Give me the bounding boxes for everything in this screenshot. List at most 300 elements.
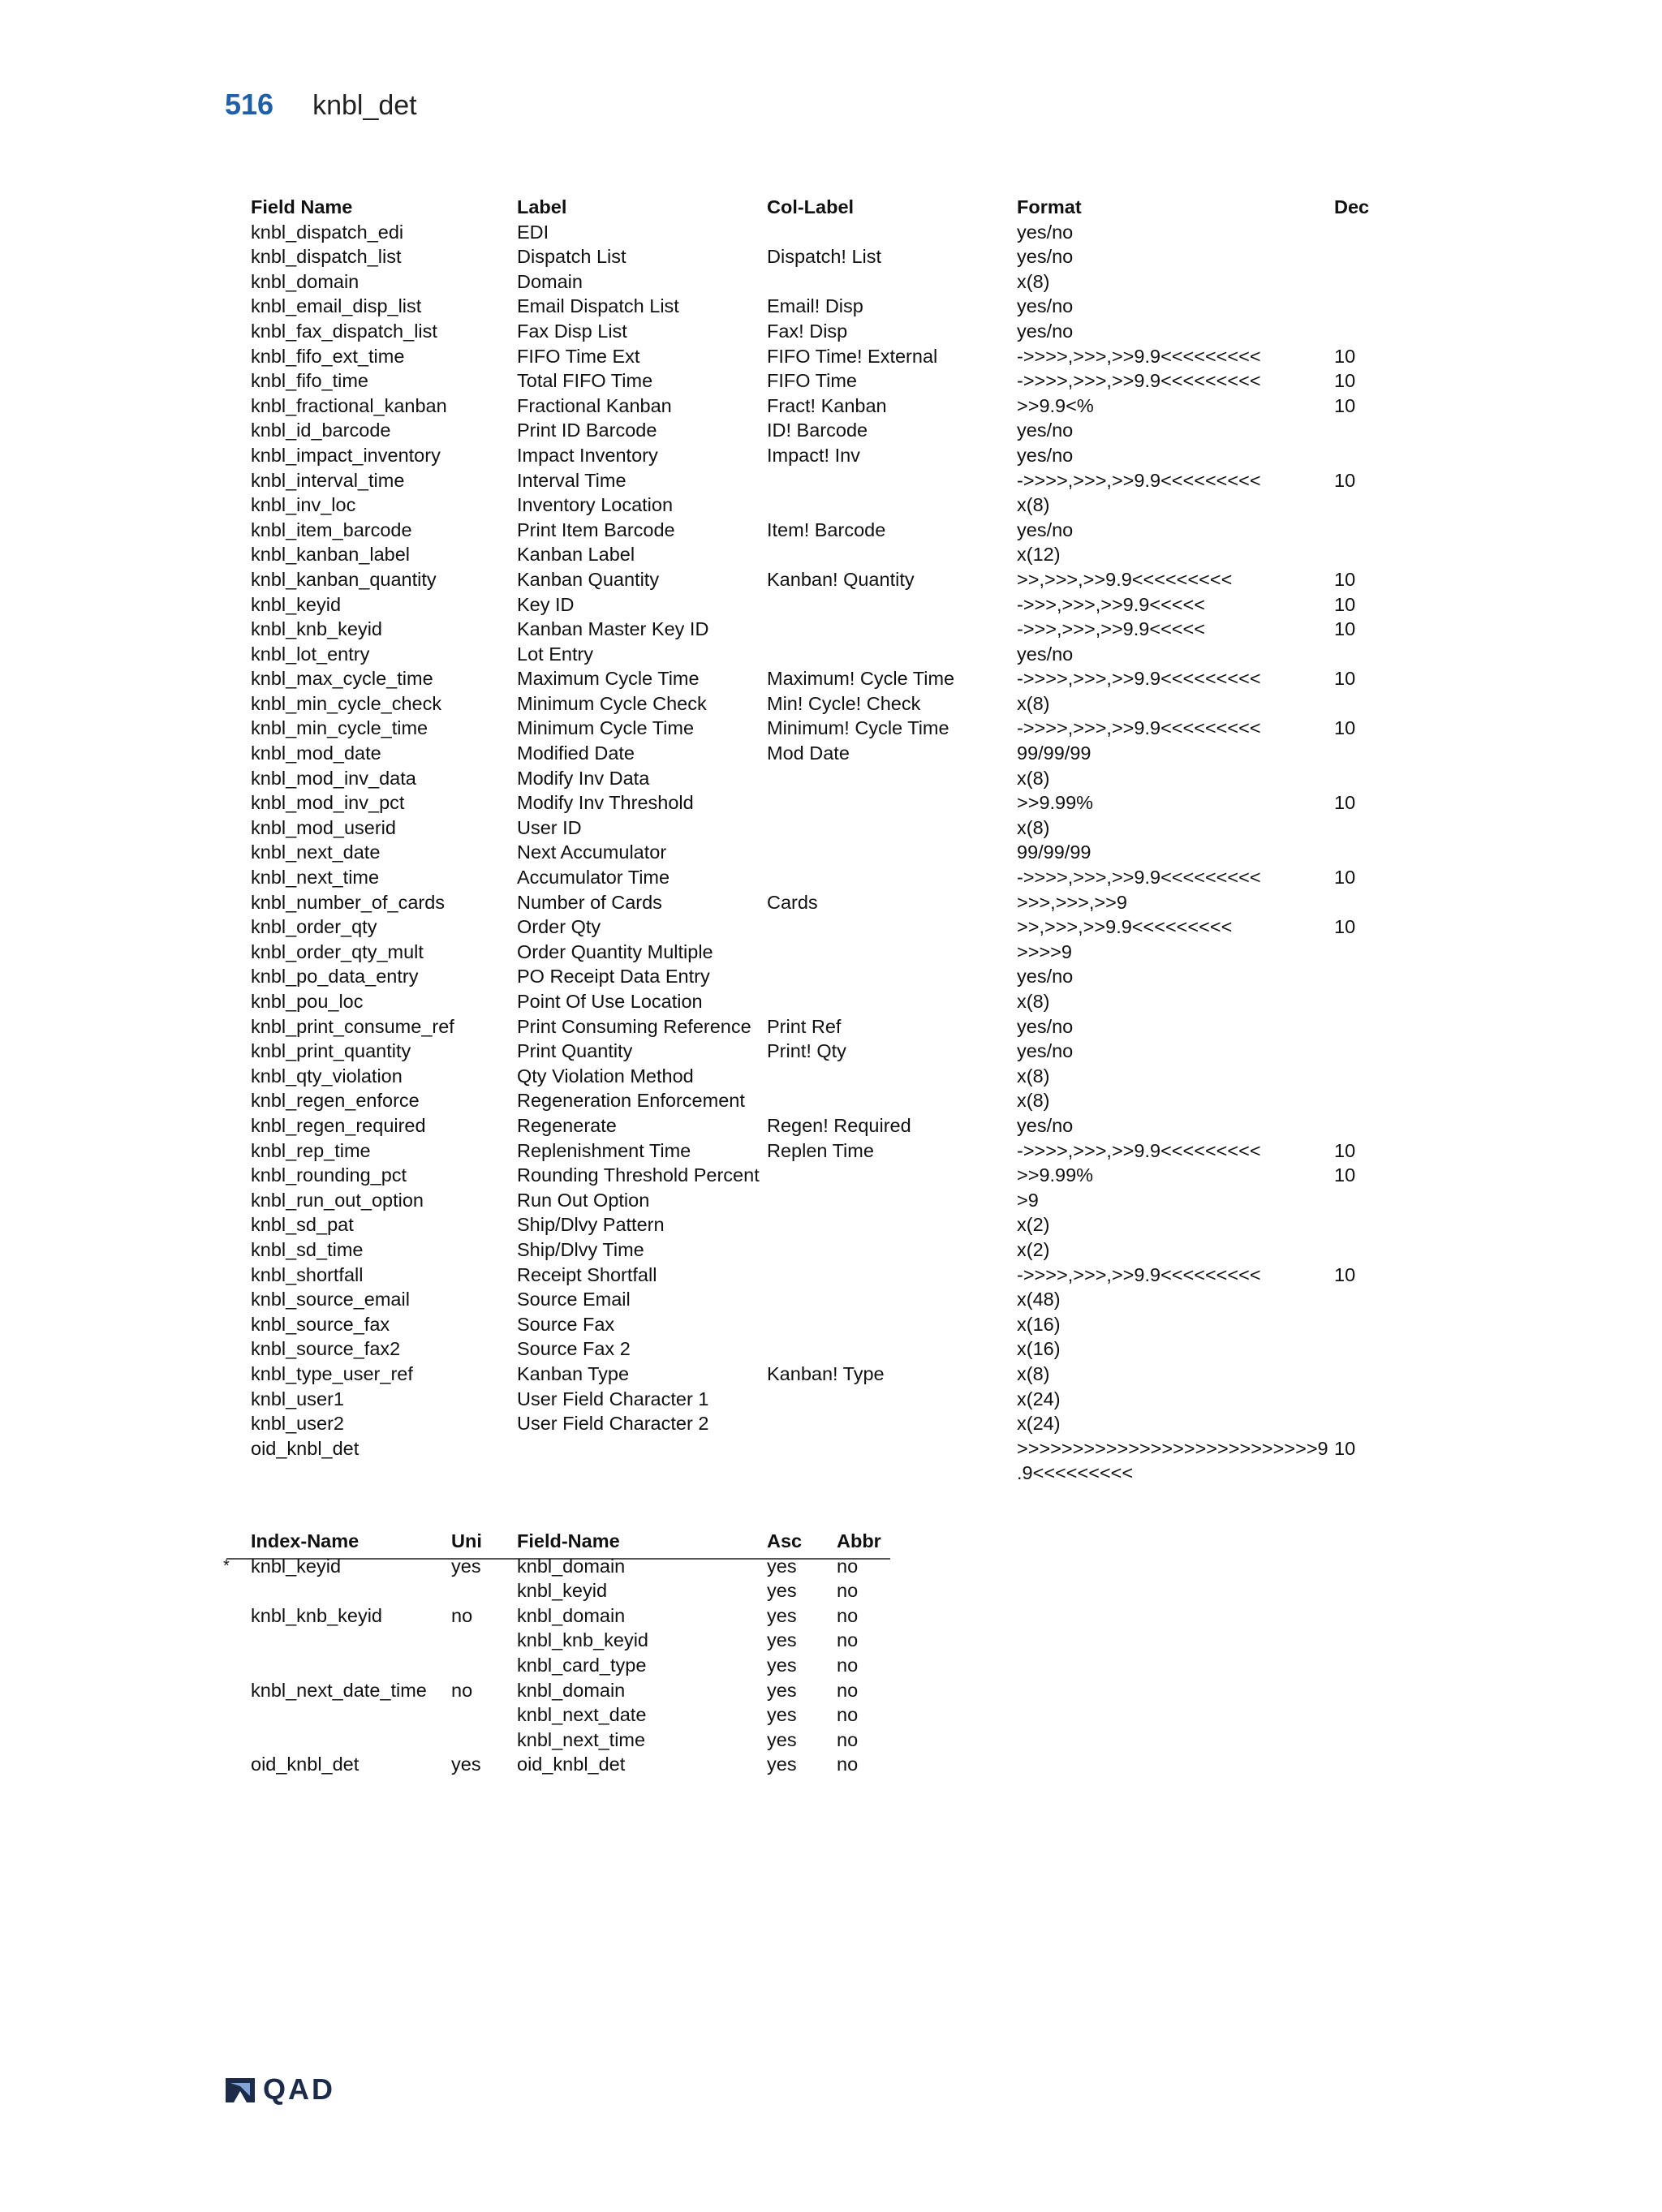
field-name-cell: knbl_source_fax xyxy=(251,1313,390,1335)
field-row xyxy=(251,1163,1383,1188)
format-cell: >9 xyxy=(1017,1189,1039,1211)
field-row xyxy=(251,468,1383,493)
col-label-cell: Regen! Required xyxy=(767,1114,911,1136)
col-label-cell xyxy=(767,1387,1017,1412)
abbr-cell: no xyxy=(837,1604,859,1626)
format-cell: ->>>>,>>>,>>9.9<<<<<<<<< xyxy=(1017,345,1261,367)
index-row xyxy=(251,1752,890,1777)
field-row xyxy=(251,542,1383,567)
dec-cell: 10 xyxy=(1334,1263,1356,1285)
format-cell: >>9.99% xyxy=(1017,1164,1094,1186)
field-name-cell: knbl_sd_pat xyxy=(251,1214,354,1236)
label-cell: Accumulator Time xyxy=(517,867,670,889)
label-cell: Print Item Barcode xyxy=(517,519,675,540)
index-name-text: knbl_keyid xyxy=(251,1555,342,1577)
label-cell: User ID xyxy=(517,816,582,838)
field-row xyxy=(251,914,1383,940)
field-name-cell: knbl_run_out_option xyxy=(251,1189,424,1211)
col-label-cell xyxy=(767,1163,1017,1188)
field-row-continuation xyxy=(251,1461,1383,1486)
field-row xyxy=(251,1138,1383,1164)
field-name-cell: knbl_max_cycle_time xyxy=(251,668,433,690)
index-row xyxy=(251,1728,890,1753)
dec-cell: 10 xyxy=(1334,345,1356,367)
label-cell: Kanban Master Key ID xyxy=(517,618,709,640)
uni-cell xyxy=(451,1628,517,1653)
field-name-cell: knbl_mod_userid xyxy=(251,816,396,838)
format-cell: yes/no xyxy=(1017,1040,1074,1062)
col-label-cell xyxy=(767,840,1017,865)
label-cell: Receipt Shortfall xyxy=(517,1263,657,1285)
index-field-name-cell: oid_knbl_det xyxy=(517,1754,626,1775)
field-row xyxy=(251,1362,1383,1387)
label-cell: Kanban Type xyxy=(517,1362,630,1384)
col-label-cell xyxy=(767,592,1017,618)
field-row xyxy=(251,1387,1383,1412)
dec-cell xyxy=(1334,1411,1383,1436)
format-cell: >>,>>>,>>9.9<<<<<<<<< xyxy=(1017,568,1233,590)
format-cell: x(2) xyxy=(1017,1238,1050,1260)
col-label-cell: Mod Date xyxy=(767,742,850,764)
label-cell: Print Quantity xyxy=(517,1040,633,1062)
col-label-cell xyxy=(767,1088,1017,1113)
label-cell: FIFO Time Ext xyxy=(517,345,640,367)
index-name-cell xyxy=(251,1702,451,1728)
label-cell: Ship/Dlvy Pattern xyxy=(517,1214,665,1236)
label-cell: Fractional Kanban xyxy=(517,394,672,416)
field-row xyxy=(251,741,1383,766)
field-row xyxy=(251,269,1383,295)
asc-cell: yes xyxy=(767,1679,797,1701)
col-label-cell xyxy=(767,468,1017,493)
label-cell: Minimum Cycle Check xyxy=(517,692,707,714)
field-name-cell: knbl_keyid xyxy=(251,593,342,615)
label-cell: Source Fax xyxy=(517,1313,615,1335)
field-row xyxy=(251,1113,1383,1138)
field-row xyxy=(251,1287,1383,1312)
col-label-cell: Min! Cycle! Check xyxy=(767,692,921,714)
label-cell xyxy=(517,1436,767,1461)
label-cell: User Field Character 2 xyxy=(517,1413,709,1435)
index-row xyxy=(251,1554,890,1579)
format-cell: ->>>>,>>>,>>9.9<<<<<<<<< xyxy=(1017,1263,1261,1285)
field-name-cell: knbl_item_barcode xyxy=(251,519,412,540)
col-label-cell xyxy=(767,642,1017,667)
format-cell: >>>>>>>>>>>>>>>>>>>>>>>>>>>9 xyxy=(1017,1437,1328,1459)
format-cell: yes/no xyxy=(1017,1114,1074,1136)
field-name-cell: knbl_rounding_pct xyxy=(251,1164,407,1186)
dec-cell xyxy=(1334,642,1383,667)
format-cell: yes/no xyxy=(1017,444,1074,466)
field-name-cell: knbl_type_user_ref xyxy=(251,1362,413,1384)
field-row xyxy=(251,1188,1383,1213)
label-cell: Key ID xyxy=(517,593,575,615)
index-table xyxy=(223,1529,890,1777)
column-header-asc: Asc xyxy=(767,1530,803,1551)
col-label-cell: Kanban! Quantity xyxy=(767,568,915,590)
field-name-cell: knbl_order_qty xyxy=(251,916,377,938)
label-cell: Point Of Use Location xyxy=(517,991,703,1012)
col-label-cell xyxy=(767,1336,1017,1362)
format-cell: ->>>,>>>,>>9.9<<<<< xyxy=(1017,593,1205,615)
label-cell: Run Out Option xyxy=(517,1189,650,1211)
label-cell: Email Dispatch List xyxy=(517,295,679,317)
format-cell: yes/no xyxy=(1017,420,1074,441)
dec-cell xyxy=(1334,269,1383,295)
format-cell: x(8) xyxy=(1017,816,1050,838)
col-label-cell xyxy=(767,1212,1017,1237)
field-name-cell: knbl_shortfall xyxy=(251,1263,364,1285)
label-cell: Order Quantity Multiple xyxy=(517,940,713,962)
label-cell: Qty Violation Method xyxy=(517,1065,694,1087)
index-name-cell xyxy=(251,1653,451,1678)
empty-cell xyxy=(517,1461,767,1486)
label-cell: Domain xyxy=(517,270,583,292)
col-label-cell xyxy=(767,914,1017,940)
format-cell: 99/99/99 xyxy=(1017,742,1091,764)
uni-cell xyxy=(451,1702,517,1728)
format-cell: x(48) xyxy=(1017,1289,1061,1310)
uni-cell xyxy=(451,1728,517,1753)
col-label-cell: FIFO Time xyxy=(767,370,857,392)
dec-cell xyxy=(1334,890,1383,915)
field-name-cell: knbl_fractional_kanban xyxy=(251,394,447,416)
format-cell: ->>>>,>>>,>>9.9<<<<<<<<< xyxy=(1017,867,1261,889)
dec-cell: 10 xyxy=(1334,1139,1356,1161)
index-row xyxy=(251,1653,890,1678)
format-cell: >>>>9 xyxy=(1017,940,1072,962)
label-cell: Dispatch List xyxy=(517,246,626,268)
col-label-cell: Impact! Inv xyxy=(767,444,860,466)
dec-cell xyxy=(1334,741,1383,766)
format-cell: >>,>>>,>>9.9<<<<<<<<< xyxy=(1017,916,1233,938)
page-number: 516 xyxy=(225,88,274,121)
index-field-name-cell: knbl_keyid xyxy=(517,1580,608,1602)
column-header-label: Label xyxy=(517,196,567,217)
field-row xyxy=(251,1411,1383,1436)
field-row xyxy=(251,1312,1383,1337)
index-row xyxy=(251,1628,890,1653)
col-label-cell xyxy=(767,493,1017,518)
label-cell: Impact Inventory xyxy=(517,444,658,466)
label-cell: Number of Cards xyxy=(517,891,662,913)
field-name-cell: knbl_fax_dispatch_list xyxy=(251,320,437,342)
format-cell: x(12) xyxy=(1017,544,1061,566)
field-name-cell: knbl_kanban_quantity xyxy=(251,568,437,590)
format-cell: ->>>>,>>>,>>9.9<<<<<<<<< xyxy=(1017,717,1261,739)
label-cell: User Field Character 1 xyxy=(517,1388,709,1409)
empty-cell xyxy=(1334,1461,1383,1486)
label-cell: Kanban Quantity xyxy=(517,568,660,590)
label-cell: Minimum Cycle Time xyxy=(517,717,695,739)
field-row xyxy=(251,1014,1383,1039)
format-cell: ->>>,>>>,>>9.9<<<<< xyxy=(1017,618,1205,640)
col-label-cell xyxy=(767,542,1017,567)
dec-cell xyxy=(1334,319,1383,344)
label-cell: Source Email xyxy=(517,1289,631,1310)
field-row xyxy=(251,394,1383,419)
field-name-cell: knbl_print_quantity xyxy=(251,1040,411,1062)
label-cell: Source Fax 2 xyxy=(517,1338,631,1360)
index-name-cell xyxy=(251,1628,451,1653)
field-row xyxy=(251,1212,1383,1237)
label-cell: Fax Disp List xyxy=(517,320,627,342)
page-title: knbl_det xyxy=(312,90,417,121)
format-cell: 99/99/99 xyxy=(1017,841,1091,863)
dec-cell xyxy=(1334,940,1383,965)
abbr-cell: no xyxy=(837,1728,859,1750)
field-row xyxy=(251,493,1383,518)
label-cell: Modified Date xyxy=(517,742,635,764)
dec-cell xyxy=(1334,964,1383,989)
format-cell: x(24) xyxy=(1017,1388,1061,1409)
col-label-cell xyxy=(767,766,1017,791)
field-name-cell: knbl_sd_time xyxy=(251,1238,364,1260)
col-label-cell: ID! Barcode xyxy=(767,420,868,441)
format-cell: x(2) xyxy=(1017,1214,1050,1236)
format-cell: >>9.99% xyxy=(1017,792,1094,814)
dec-cell: 10 xyxy=(1334,916,1356,938)
dec-cell xyxy=(1334,840,1383,865)
field-row xyxy=(251,890,1383,915)
format-cell: yes/no xyxy=(1017,519,1074,540)
uni-cell: yes xyxy=(451,1754,481,1775)
dec-cell: 10 xyxy=(1334,568,1356,590)
dec-cell xyxy=(1334,1039,1383,1064)
column-header-abbr: Abbr xyxy=(837,1530,881,1551)
index-name-cell xyxy=(251,1728,451,1753)
field-name-cell: knbl_dispatch_edi xyxy=(251,221,404,243)
page-header xyxy=(225,88,417,128)
format-continuation-cell: .9<<<<<<<<< xyxy=(1017,1462,1134,1484)
field-name-cell: knbl_mod_inv_pct xyxy=(251,792,405,814)
field-row xyxy=(251,816,1383,841)
field-row xyxy=(251,1088,1383,1113)
index-field-name-cell: knbl_domain xyxy=(517,1679,626,1701)
field-name-cell: knbl_print_consume_ref xyxy=(251,1015,454,1037)
col-label-cell xyxy=(767,1287,1017,1312)
index-field-name-cell: knbl_domain xyxy=(517,1555,626,1577)
dec-cell xyxy=(1334,1387,1383,1412)
col-label-cell: Print! Qty xyxy=(767,1040,846,1062)
field-row xyxy=(251,567,1383,592)
index-field-name-cell: knbl_next_date xyxy=(517,1704,647,1726)
field-name-cell: knbl_fifo_time xyxy=(251,370,368,392)
qad-logo-icon xyxy=(224,2075,256,2104)
column-header-dec: Dec xyxy=(1334,196,1370,217)
dec-cell xyxy=(1334,1088,1383,1113)
index-field-name-cell: knbl_next_time xyxy=(517,1728,646,1750)
label-cell: Interval Time xyxy=(517,469,626,491)
field-name-cell: knbl_next_time xyxy=(251,867,380,889)
asc-cell: yes xyxy=(767,1604,797,1626)
dec-cell: 10 xyxy=(1334,1164,1356,1186)
dec-cell: 10 xyxy=(1334,792,1356,814)
format-cell: ->>>>,>>>,>>9.9<<<<<<<<< xyxy=(1017,668,1261,690)
field-row xyxy=(251,344,1383,369)
field-name-cell: oid_knbl_det xyxy=(251,1437,360,1459)
col-label-cell: Print Ref xyxy=(767,1015,842,1037)
dec-cell: 10 xyxy=(1334,668,1356,690)
format-cell: x(8) xyxy=(1017,494,1050,516)
col-label-cell: Cards xyxy=(767,891,818,913)
col-label-cell xyxy=(767,1263,1017,1288)
dec-cell xyxy=(1334,220,1383,245)
dec-cell xyxy=(1334,1014,1383,1039)
dec-cell xyxy=(1334,493,1383,518)
field-row xyxy=(251,319,1383,344)
dec-cell xyxy=(1334,542,1383,567)
abbr-cell: no xyxy=(837,1654,859,1676)
col-label-cell: Maximum! Cycle Time xyxy=(767,668,955,690)
label-cell: Rounding Threshold Percent xyxy=(517,1164,760,1186)
field-name-cell: knbl_next_date xyxy=(251,841,381,863)
dec-cell xyxy=(1334,1312,1383,1337)
label-cell: Regeneration Enforcement xyxy=(517,1090,745,1112)
label-cell: Inventory Location xyxy=(517,494,674,516)
field-name-cell: knbl_user2 xyxy=(251,1413,344,1435)
dec-cell: 10 xyxy=(1334,717,1356,739)
col-label-cell: Replen Time xyxy=(767,1139,874,1161)
dec-cell xyxy=(1334,989,1383,1014)
column-header-index-name: Index-Name xyxy=(251,1530,360,1551)
abbr-cell: no xyxy=(837,1580,859,1602)
abbr-cell: no xyxy=(837,1754,859,1775)
col-label-cell xyxy=(767,989,1017,1014)
dec-cell xyxy=(1334,1113,1383,1138)
format-cell: x(8) xyxy=(1017,692,1050,714)
field-row xyxy=(251,790,1383,816)
format-cell: x(8) xyxy=(1017,1065,1050,1087)
dec-cell xyxy=(1334,691,1383,717)
format-cell: x(8) xyxy=(1017,767,1050,789)
field-name-cell: knbl_order_qty_mult xyxy=(251,940,424,962)
uni-cell: no xyxy=(451,1679,473,1701)
primary-index-marker: * xyxy=(223,1556,230,1575)
format-cell: >>9.9<% xyxy=(1017,394,1094,416)
asc-cell: yes xyxy=(767,1754,797,1775)
col-label-cell xyxy=(767,617,1017,642)
field-name-cell: knbl_regen_enforce xyxy=(251,1090,420,1112)
field-name-cell: knbl_pou_loc xyxy=(251,991,364,1012)
col-label-cell xyxy=(767,220,1017,245)
abbr-cell: no xyxy=(837,1629,859,1651)
dec-cell: 10 xyxy=(1334,394,1356,416)
field-row xyxy=(251,617,1383,642)
field-name-cell: knbl_min_cycle_check xyxy=(251,692,442,714)
format-cell: ->>>>,>>>,>>9.9<<<<<<<<< xyxy=(1017,370,1261,392)
dec-cell: 10 xyxy=(1334,1437,1356,1459)
uni-cell: yes xyxy=(451,1555,481,1577)
label-cell: Total FIFO Time xyxy=(517,370,653,392)
field-row xyxy=(251,1039,1383,1064)
format-cell: yes/no xyxy=(1017,643,1074,665)
label-cell: Regenerate xyxy=(517,1114,617,1136)
field-name-cell: knbl_lot_entry xyxy=(251,643,370,665)
field-row xyxy=(251,368,1383,394)
column-header-uni: Uni xyxy=(451,1530,482,1551)
field-name-cell: knbl_fifo_ext_time xyxy=(251,345,405,367)
index-name-cell xyxy=(251,1578,451,1603)
index-row xyxy=(251,1702,890,1728)
col-label-cell: FIFO Time! External xyxy=(767,345,938,367)
field-name-cell: knbl_inv_loc xyxy=(251,494,356,516)
field-name-cell: knbl_kanban_label xyxy=(251,544,410,566)
fields-body xyxy=(251,220,1383,1486)
field-row xyxy=(251,244,1383,269)
field-row xyxy=(251,1263,1383,1288)
label-cell: Print ID Barcode xyxy=(517,420,657,441)
dec-cell xyxy=(1334,518,1383,543)
label-cell: PO Receipt Data Entry xyxy=(517,966,710,988)
index-field-name-cell: knbl_knb_keyid xyxy=(517,1629,648,1651)
col-label-cell xyxy=(767,1312,1017,1337)
col-label-cell xyxy=(767,1436,1017,1461)
label-cell: Print Consuming Reference xyxy=(517,1015,751,1037)
dec-cell xyxy=(1334,294,1383,319)
column-header-index-field-name: Field-Name xyxy=(517,1530,620,1551)
index-name-cell xyxy=(223,1554,451,1579)
uni-cell xyxy=(451,1578,517,1603)
index-row xyxy=(251,1603,890,1629)
dec-cell: 10 xyxy=(1334,867,1356,889)
dec-cell xyxy=(1334,443,1383,468)
col-label-cell xyxy=(767,940,1017,965)
dec-cell xyxy=(1334,1362,1383,1387)
field-name-cell: knbl_rep_time xyxy=(251,1139,371,1161)
dec-cell xyxy=(1334,816,1383,841)
field-row xyxy=(251,766,1383,791)
field-row xyxy=(251,592,1383,618)
label-cell: Modify Inv Data xyxy=(517,767,650,789)
field-row xyxy=(251,1064,1383,1089)
format-cell: >>>,>>>,>>9 xyxy=(1017,891,1127,913)
index-field-name-cell: knbl_domain xyxy=(517,1604,626,1626)
format-cell: yes/no xyxy=(1017,1015,1074,1037)
asc-cell: yes xyxy=(767,1728,797,1750)
asc-cell: yes xyxy=(767,1654,797,1676)
index-name-cell: knbl_next_date_time xyxy=(251,1679,427,1701)
column-header-col-label: Col-Label xyxy=(767,196,855,217)
index-field-name-cell: knbl_card_type xyxy=(517,1654,647,1676)
dec-cell xyxy=(1334,1237,1383,1263)
field-row xyxy=(251,865,1383,890)
dec-cell xyxy=(1334,766,1383,791)
col-label-cell xyxy=(767,1064,1017,1089)
label-cell: Ship/Dlvy Time xyxy=(517,1238,644,1260)
label-cell: Next Accumulator xyxy=(517,841,667,863)
abbr-cell: no xyxy=(837,1679,859,1701)
format-cell: yes/no xyxy=(1017,295,1074,317)
index-body xyxy=(223,1554,890,1777)
label-cell: Order Qty xyxy=(517,916,601,938)
asc-cell: yes xyxy=(767,1629,797,1651)
field-name-cell: knbl_regen_required xyxy=(251,1114,426,1136)
index-row xyxy=(251,1578,890,1603)
field-name-cell: knbl_source_email xyxy=(251,1289,410,1310)
col-label-cell: Dispatch! List xyxy=(767,246,882,268)
format-cell: x(8) xyxy=(1017,270,1050,292)
field-name-cell: knbl_id_barcode xyxy=(251,420,391,441)
col-label-cell: Minimum! Cycle Time xyxy=(767,717,949,739)
format-cell: x(8) xyxy=(1017,1090,1050,1112)
field-row xyxy=(251,642,1383,667)
asc-cell: yes xyxy=(767,1704,797,1726)
field-row xyxy=(251,989,1383,1014)
abbr-cell: no xyxy=(837,1704,859,1726)
col-label-cell: Fract! Kanban xyxy=(767,394,887,416)
field-name-cell: knbl_po_data_entry xyxy=(251,966,419,988)
